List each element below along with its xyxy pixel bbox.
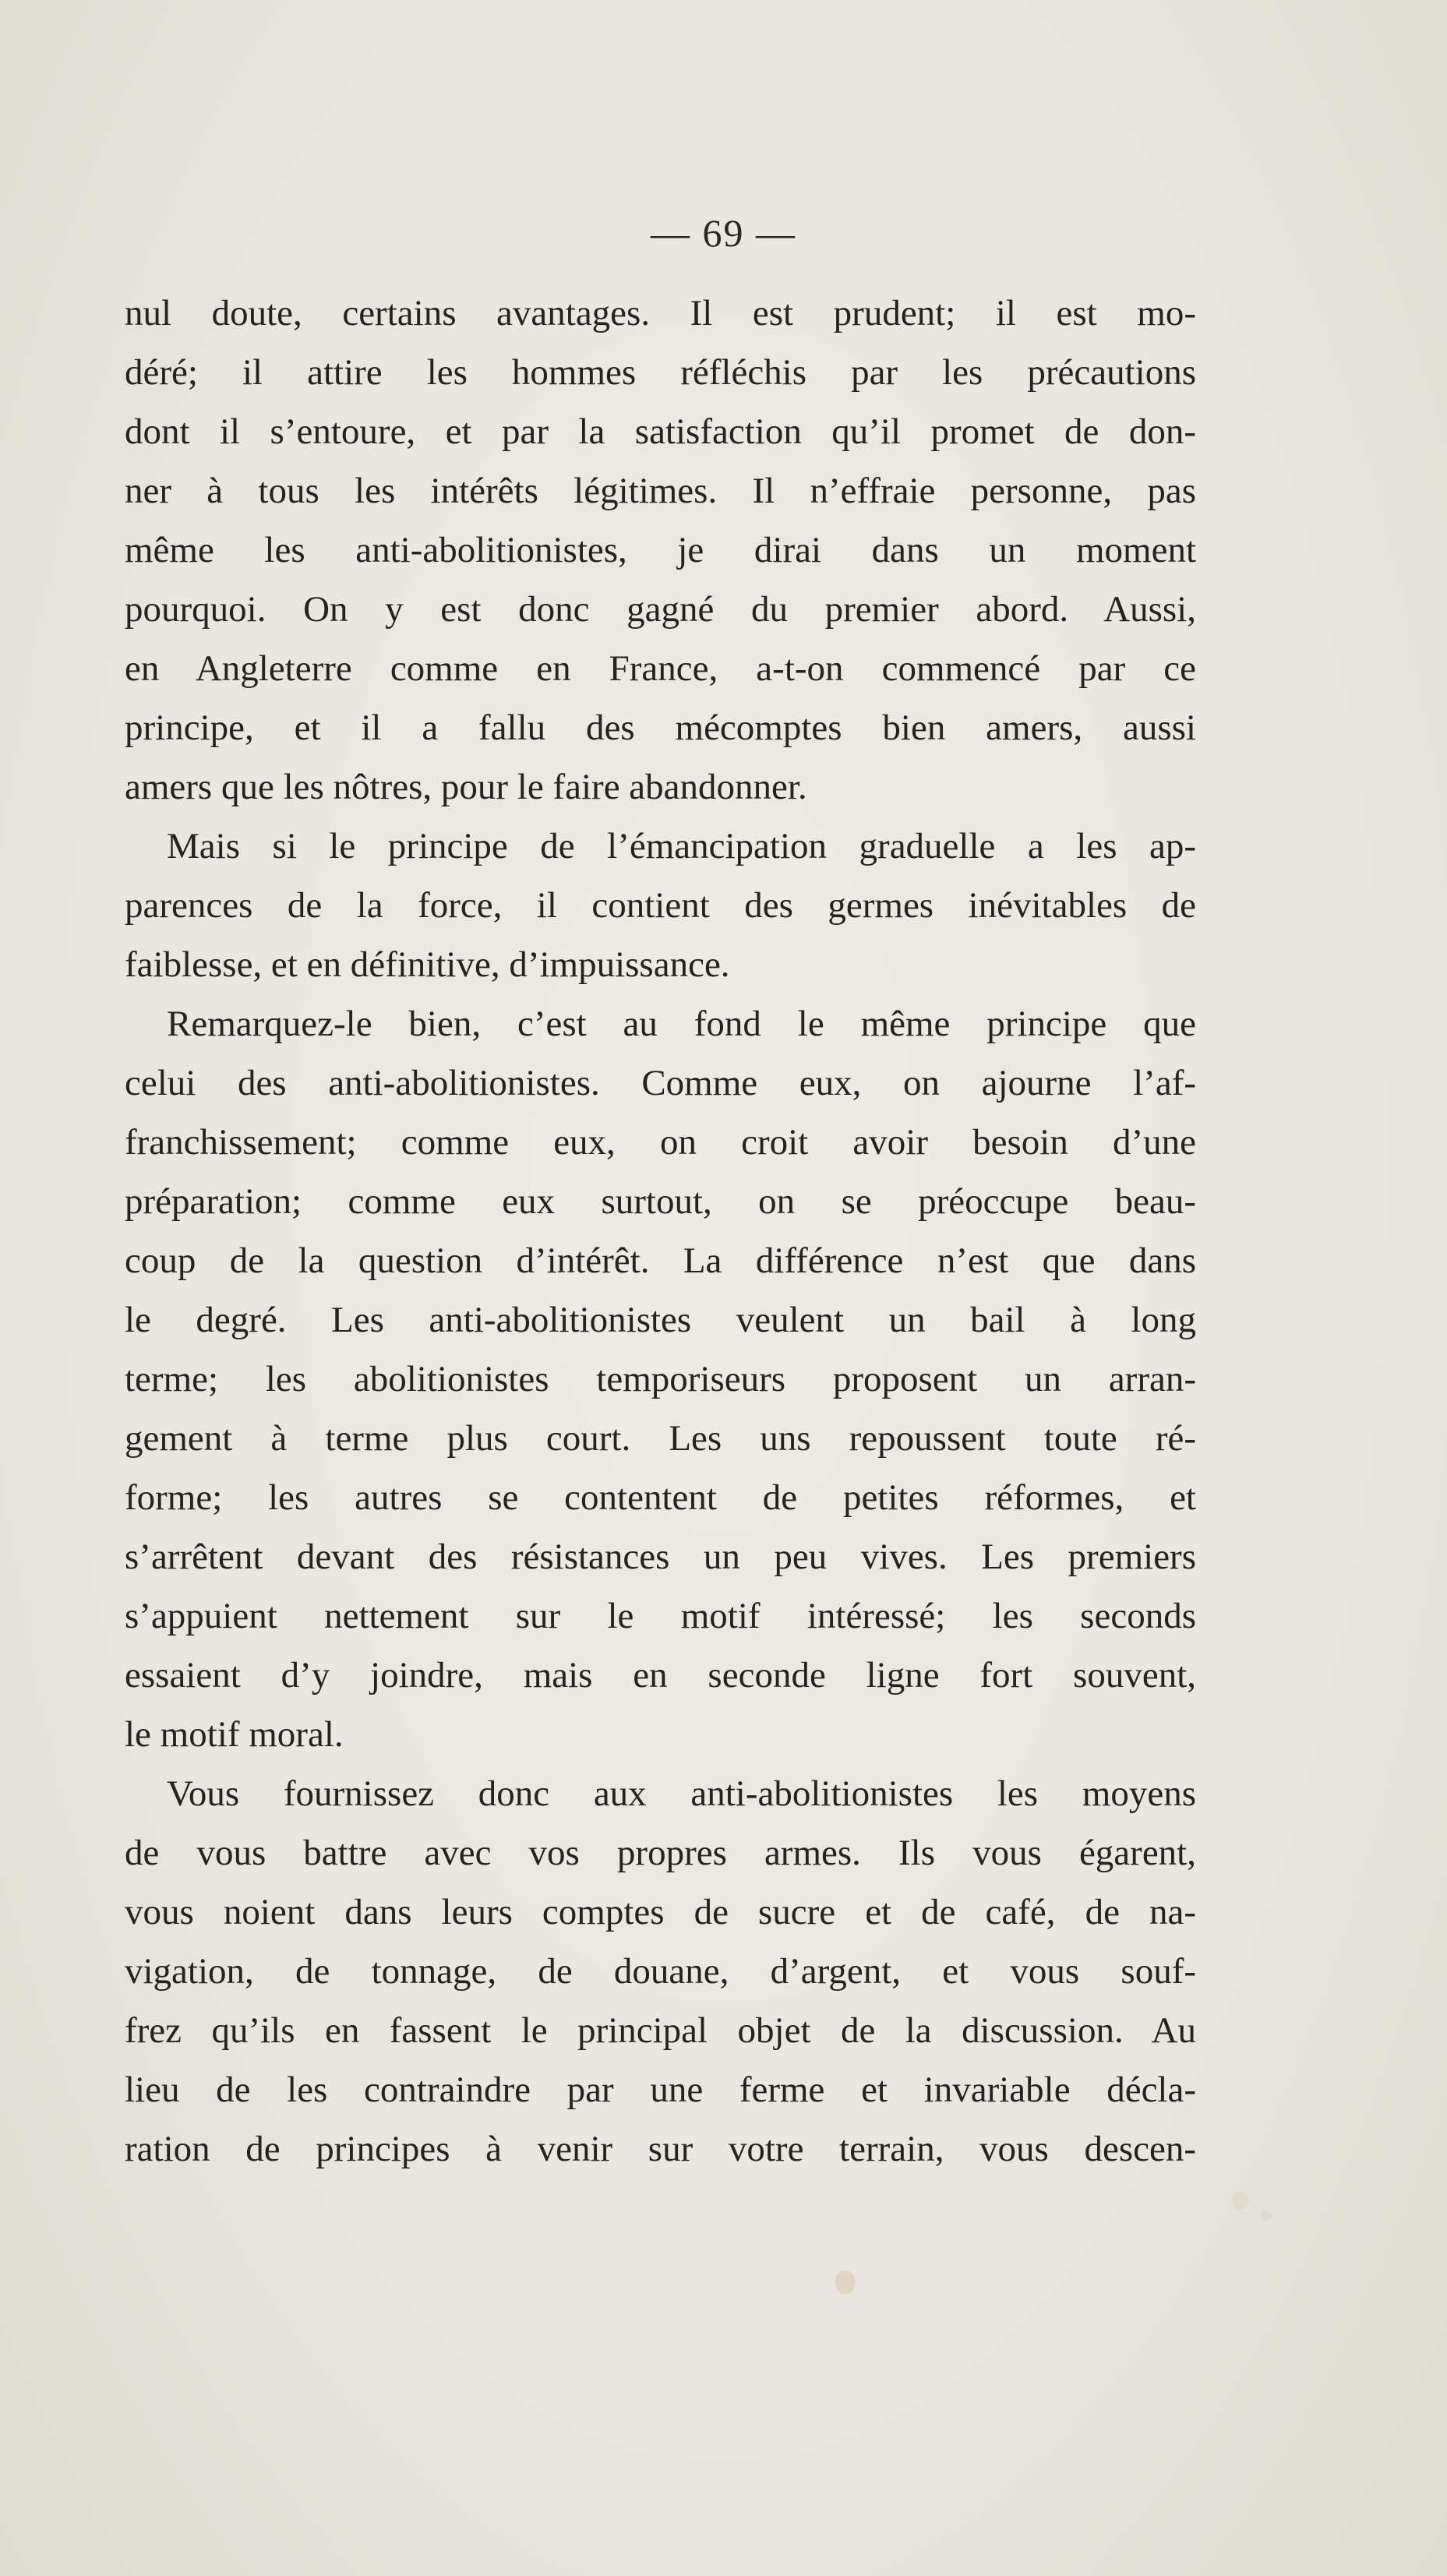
text-line: principe, et il a fallu des mécomptes bien amers, aussi xyxy=(125,708,1196,748)
text-line: en Angleterre comme en France, a-t-on commencé par ce xyxy=(125,648,1196,689)
foxing-spot xyxy=(1231,2191,1248,2210)
text-line: ner à tous les intérêts légitimes. Il n’effraie personne, pas xyxy=(125,471,1196,511)
text-line: s’appuient nettement sur le motif intéressé; les seconds xyxy=(125,1596,1196,1636)
text-line: nul doute, certains avantages. Il est prudent; il est mo- xyxy=(125,293,1196,333)
text-line: celui des anti-abolitionistes. Comme eux, on ajourne l’af- xyxy=(125,1063,1196,1103)
page-number: — 69 — xyxy=(651,211,796,255)
text-line: Remarquez-le bien, c’est au fond le même principe que xyxy=(167,1004,1196,1044)
text-line: de vous battre avec vos propres armes. Ils vous égarent, xyxy=(125,1833,1196,1873)
text-line: lieu de les contraindre par une ferme et invariable décla- xyxy=(125,2070,1196,2110)
text-line: dont il s’entoure, et par la satisfaction qu’il promet de don- xyxy=(125,411,1196,452)
text-line: franchissement; comme eux, on croit avoir besoin d’une xyxy=(125,1122,1196,1163)
text-line: amers que les nôtres, pour le faire abandonner. xyxy=(125,767,807,807)
text-line: le degré. Les anti-abolitionistes veulent un bail à long xyxy=(125,1300,1196,1340)
text-line: forme; les autres se contentent de petites réformes, et xyxy=(125,1477,1196,1518)
text-line: Mais si le principe de l’émancipation graduelle a les ap- xyxy=(167,826,1196,866)
text-line: pourquoi. On y est donc gagné du premier abord. Aussi, xyxy=(125,589,1196,630)
text-line: Vous fournissez donc aux anti-abolitionistes les moyens xyxy=(167,1773,1196,1814)
text-line: terme; les abolitionistes temporiseurs proposent un arran- xyxy=(125,1359,1196,1399)
foxing-spot xyxy=(835,2271,856,2294)
text-line: frez qu’ils en fassent le principal objet de la discussion. Au xyxy=(125,2010,1196,2051)
text-line: le motif moral. xyxy=(125,1714,344,1755)
body-text xyxy=(125,284,1196,2179)
text-line: vous noient dans leurs comptes de sucre et de café, de na- xyxy=(125,1892,1196,1932)
text-line: déré; il attire les hommes réfléchis par les précautions xyxy=(125,352,1196,393)
text-line: coup de la question d’intérêt. La différence n’est que dans xyxy=(125,1240,1196,1281)
text-line: vigation, de tonnage, de douane, d’argent, et vous souf- xyxy=(125,1951,1196,1992)
text-line: gement à terme plus court. Les uns repoussent toute ré- xyxy=(125,1418,1196,1459)
text-line: faiblesse, et en définitive, d’impuissance. xyxy=(125,944,730,985)
text-line: essaient d’y joindre, mais en seconde ligne fort souvent, xyxy=(125,1655,1196,1696)
text-line: préparation; comme eux surtout, on se préoccupe beau- xyxy=(125,1181,1196,1222)
text-line: ration de principes à venir sur votre terrain, vous descen- xyxy=(125,2129,1196,2169)
text-line: s’arrêtent devant des résistances un peu vives. Les premiers xyxy=(125,1537,1196,1577)
text-line: même les anti-abolitionistes, je dirai dans un moment xyxy=(125,530,1196,570)
foxing-spot xyxy=(1261,2210,1272,2221)
text-line: parences de la force, il contient des germes inévitables de xyxy=(125,885,1196,926)
